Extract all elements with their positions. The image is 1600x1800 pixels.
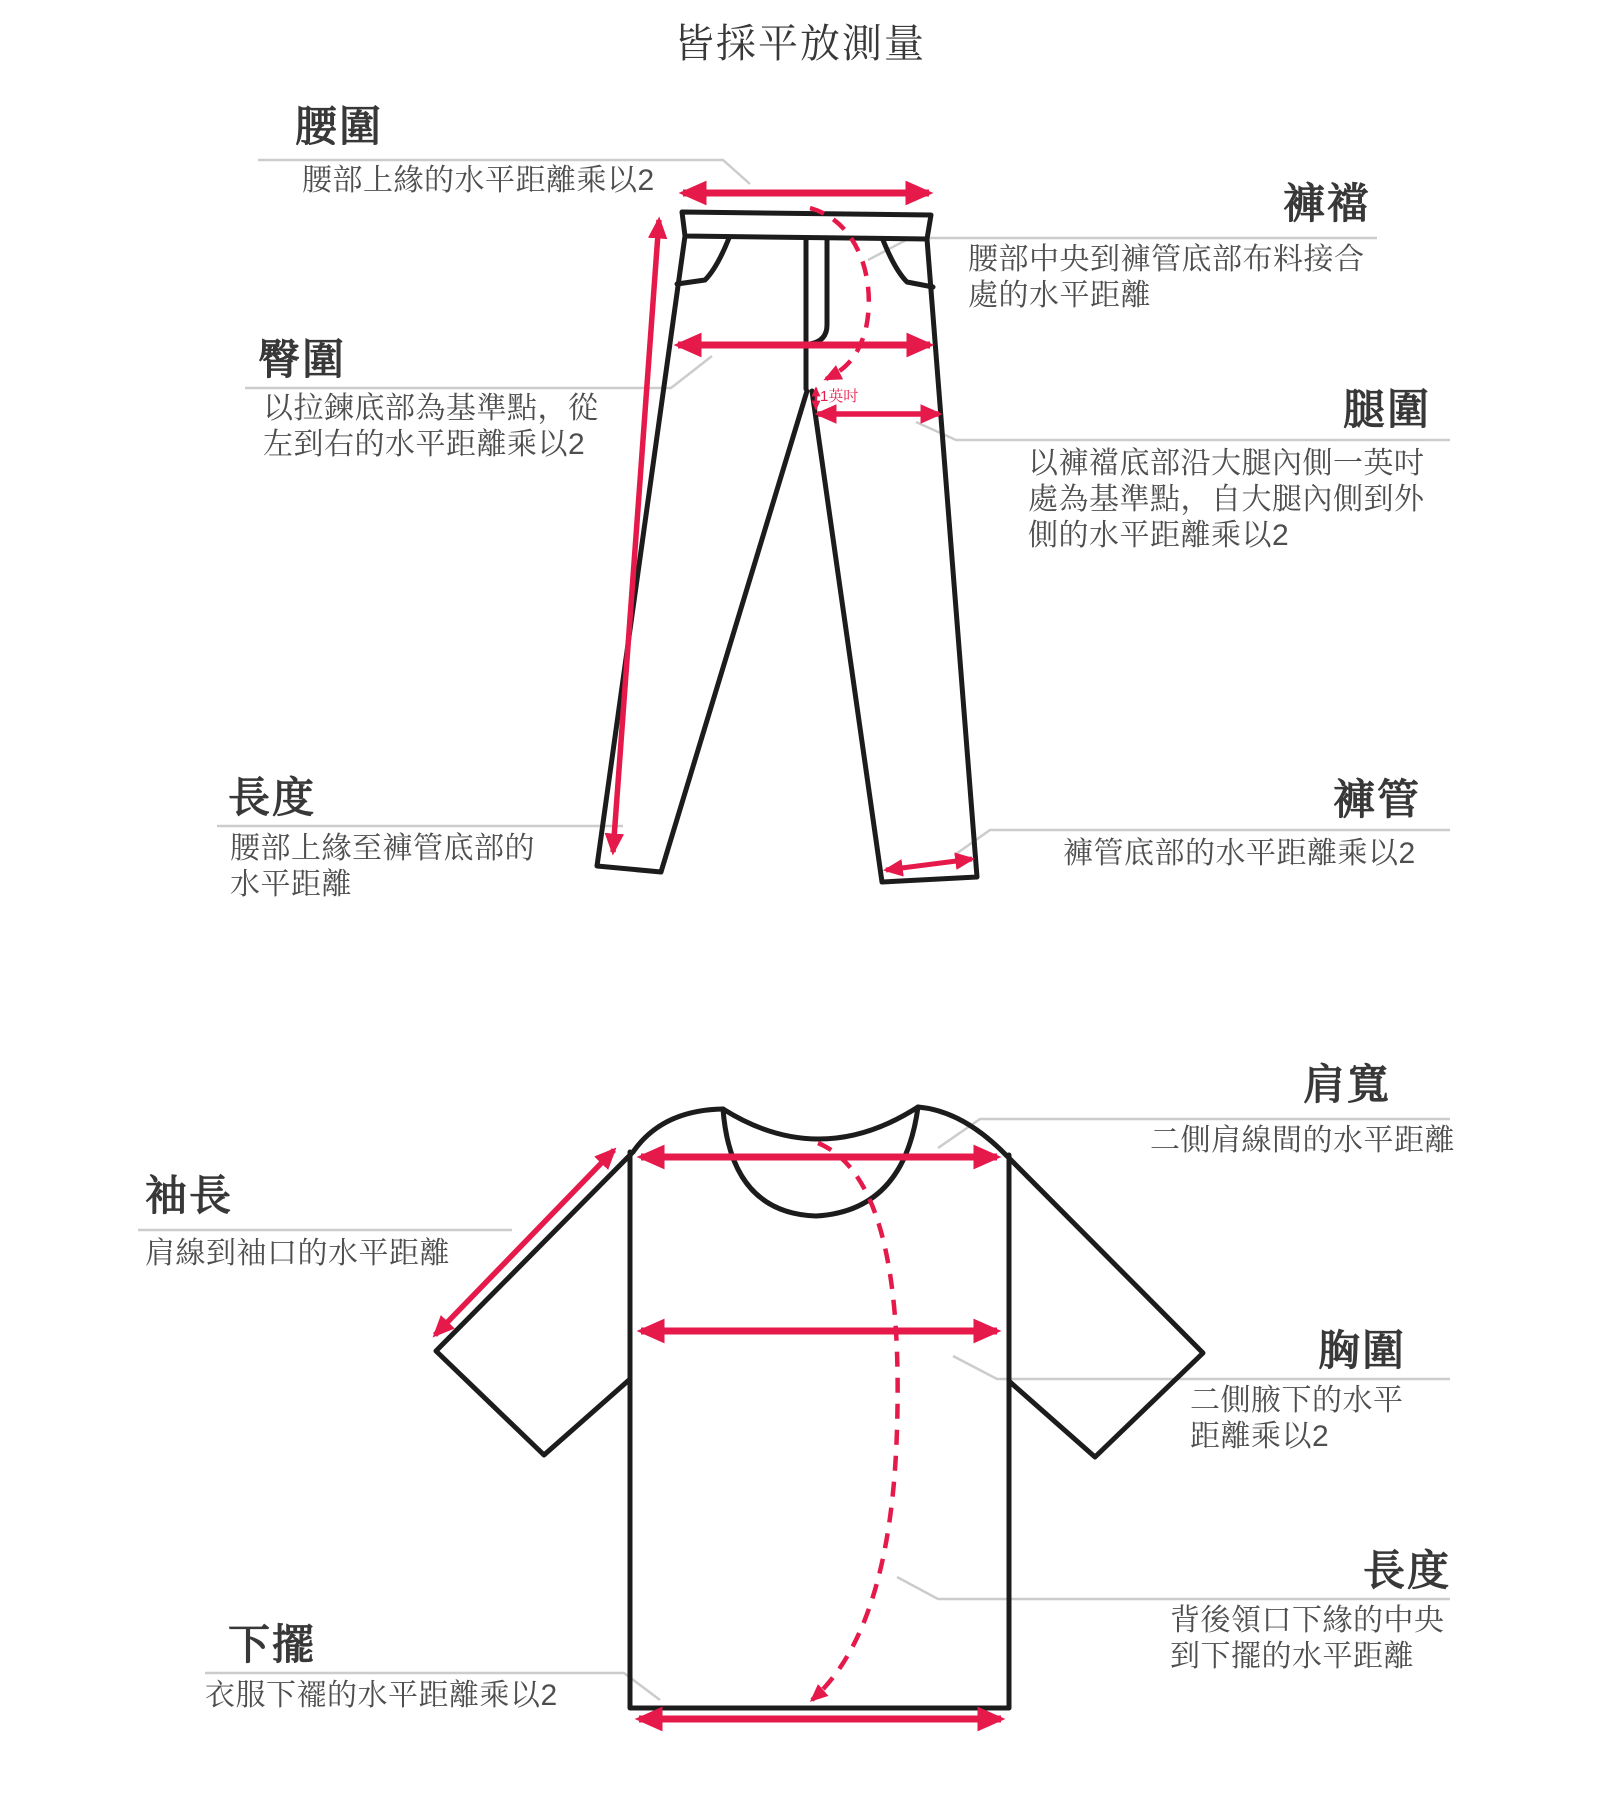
desc-line: 距離乘以2 xyxy=(1190,1420,1330,1453)
pants-leg-opening-desc xyxy=(1063,836,1416,872)
desc-line: 處的水平距離 xyxy=(968,279,1151,312)
sleeve-arrow xyxy=(435,1150,614,1335)
pants-right-leg xyxy=(812,239,977,882)
pants-crotch-title: 褲襠 xyxy=(1283,180,1372,227)
pants-waist-title: 腰圍 xyxy=(295,103,384,150)
shirt-chest-desc xyxy=(1190,1383,1404,1455)
pants-hip-desc xyxy=(263,391,599,463)
pants-thigh-desc xyxy=(1028,446,1425,554)
desc-line: 處為基準點，自大腿內側到外 xyxy=(1028,483,1425,516)
desc-line: 肩線到袖口的水平距離 xyxy=(145,1237,450,1270)
shirt-length-desc xyxy=(1170,1603,1445,1675)
pants-waistband xyxy=(682,212,931,239)
desc-line: 到下擺的水平距離 xyxy=(1170,1640,1414,1673)
pants-length-arrow xyxy=(613,220,659,852)
pants-fly xyxy=(810,239,827,344)
shirt-back-collar xyxy=(723,1107,918,1139)
pants-leg-opening-title: 褲管 xyxy=(1333,776,1422,823)
desc-line: 以拉鍊底部為基準點，從 xyxy=(263,392,599,425)
desc-line: 以褲襠底部沿大腿內側一英吋 xyxy=(1028,447,1425,480)
crotch-curve-arrow xyxy=(810,208,869,379)
leg-opening-arrow xyxy=(886,859,972,870)
shirt-sleeve-desc xyxy=(145,1236,450,1272)
desc-line: 水平距離 xyxy=(230,868,352,901)
desc-line: 二側腋下的水平 xyxy=(1190,1384,1404,1417)
desc-line: 褲管底部的水平距離乘以2 xyxy=(1063,837,1416,870)
desc-line: 背後領口下緣的中央 xyxy=(1170,1604,1445,1637)
desc-line: 左到右的水平距離乘以2 xyxy=(263,428,586,461)
desc-line: 腰部上緣至褲管底部的 xyxy=(230,832,535,865)
shirt-chest-title: 胸圍 xyxy=(1318,1327,1407,1374)
pants-crotch-desc xyxy=(968,242,1365,314)
page-title: 皆採平放測量 xyxy=(674,22,926,66)
shirt-shoulder-title: 肩寬 xyxy=(1303,1061,1392,1108)
pants-left-leg xyxy=(597,236,807,872)
pants-waist-desc xyxy=(302,163,655,199)
one-inch-note: 1英吋 xyxy=(820,388,859,405)
pants-length-title: 長度 xyxy=(228,774,317,821)
shirt-sleeve-title: 袖長 xyxy=(145,1172,234,1219)
shirt-right-sleeve xyxy=(1006,1155,1203,1457)
shirt-shoulder-desc xyxy=(1150,1123,1455,1159)
desc-line: 側的水平距離乘以2 xyxy=(1028,519,1290,552)
shirt-length-title: 長度 xyxy=(1363,1547,1452,1594)
pants-length-desc xyxy=(230,831,535,903)
shirt-left-shoulder-line xyxy=(633,1109,723,1152)
desc-line: 衣服下襬的水平距離乘以2 xyxy=(205,1679,558,1712)
shirt-hem-desc xyxy=(205,1678,558,1714)
shirt-length-curve-arrow xyxy=(812,1143,898,1700)
pants-hip-title: 臀圍 xyxy=(258,336,347,383)
desc-line: 腰部上緣的水平距離乘以2 xyxy=(302,164,655,197)
desc-line: 二側肩線間的水平距離 xyxy=(1150,1124,1455,1157)
desc-line: 腰部中央到褲管底部布料接合 xyxy=(968,243,1365,276)
shirt-diagram xyxy=(436,1107,1203,1708)
shirt-hem-title: 下擺 xyxy=(228,1621,317,1668)
pants-thigh-title: 腿圍 xyxy=(1343,386,1432,433)
shirt-body xyxy=(630,1152,1009,1708)
